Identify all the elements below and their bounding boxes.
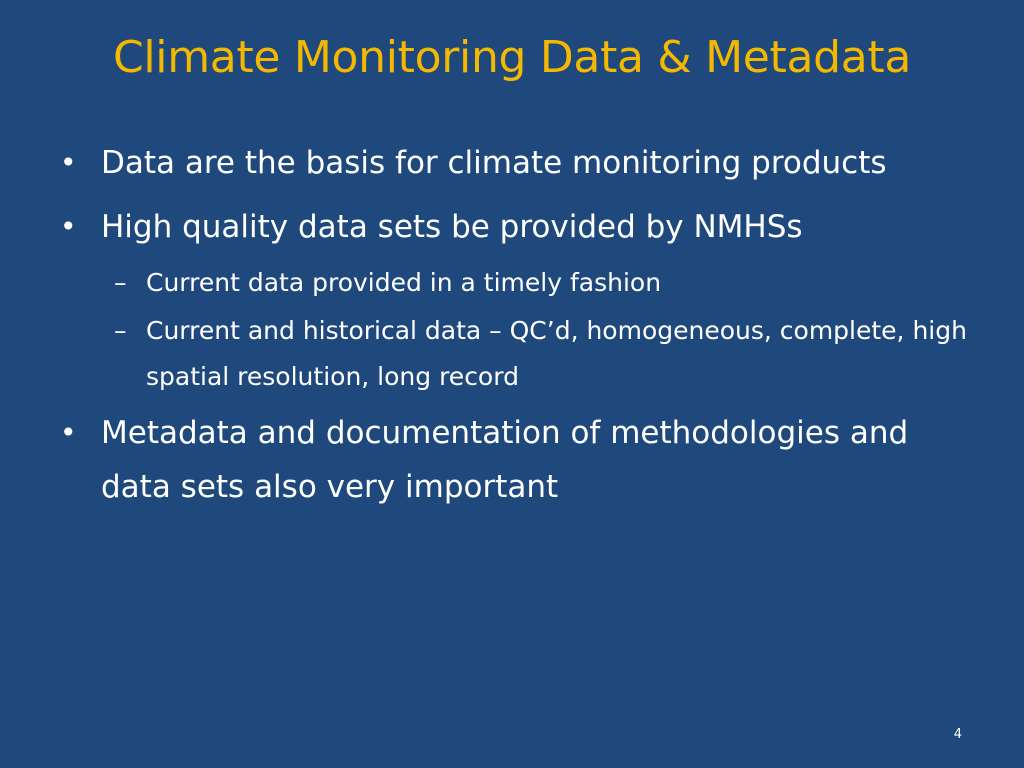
bullet-text: Metadata and documentation of methodologies and data sets also very important — [101, 415, 909, 505]
bullet-icon: • — [60, 210, 77, 243]
slide-title: Climate Monitoring Data & Metadata — [112, 32, 912, 83]
dash-icon: – — [114, 316, 127, 345]
sub-bullet-item — [58, 308, 978, 400]
bullet-text: Data are the basis for climate monitoring products — [101, 145, 887, 181]
slide-content — [58, 136, 978, 524]
bullet-item — [58, 406, 978, 514]
bullet-item — [58, 200, 978, 254]
dash-icon: – — [114, 268, 127, 297]
sub-bullet-text: Current data provided in a timely fashion — [146, 268, 662, 297]
sub-bullet-text: Current and historical data – QC’d, homogeneous, complete, high spatial resolution, long record — [146, 316, 967, 391]
bullet-icon: • — [60, 416, 77, 449]
bullet-icon: • — [60, 146, 77, 179]
bullet-text: High quality data sets be provided by NMHSs — [101, 209, 803, 245]
bullet-item — [58, 136, 978, 190]
page-number: 4 — [953, 727, 962, 742]
sub-bullet-item — [58, 260, 978, 306]
